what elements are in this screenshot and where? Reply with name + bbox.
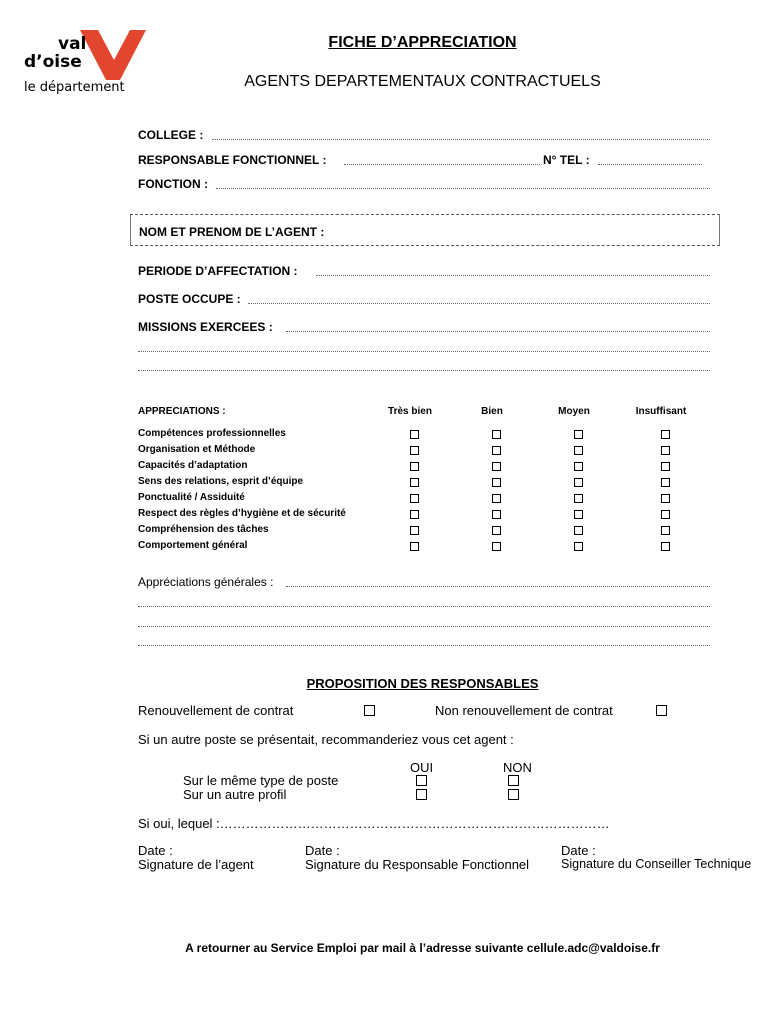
proposition-title: PROPOSITION DES RESPONSABLES [306,676,539,691]
checkbox-insuffisant[interactable] [661,446,670,455]
non-renouvellement-checkbox[interactable] [656,705,667,716]
autre-profil-oui-checkbox[interactable] [416,789,427,800]
checkbox-tres-bien[interactable] [410,446,419,455]
criterion-label: Comportement général [138,540,248,551]
date-agent-label: Date : [138,843,173,858]
college-field[interactable] [212,139,710,140]
general-field[interactable] [286,586,710,587]
autre-profil-non-checkbox[interactable] [508,789,519,800]
criterion-label: Ponctualité / Assiduité [138,492,245,503]
signature-conseiller-label: Signature du Conseiller Technique [561,857,752,871]
meme-type-oui-checkbox[interactable] [416,775,427,786]
responsable-field[interactable] [344,164,540,165]
tel-label: N° TEL : [543,153,590,167]
checkbox-moyen[interactable] [574,526,583,535]
signature-responsable-label: Signature du Responsable Fonctionnel [305,857,530,872]
checkbox-insuffisant[interactable] [661,526,670,535]
criterion-label: Capacités d’adaptation [138,460,248,471]
missions-line-3[interactable] [138,370,710,371]
footer-instruction: A retourner au Service Emploi par mail à l’adresse suivante cellule.adc@valdoise.fr [185,941,660,955]
date-conseiller-label: Date : [561,843,596,858]
recommendation-question: Si un autre poste se présentait, recommanderiez vous cet agent : [138,732,514,747]
autre-profil-label: Sur un autre profil [183,787,287,802]
checkbox-bien[interactable] [492,494,501,503]
signature-agent-label: Signature de l’agent [138,857,254,872]
si-oui-field[interactable]: Si oui, lequel :……………………………………………………………………………… [138,816,610,831]
general-line-2[interactable] [138,606,710,607]
criterion-label: Compréhension des tâches [138,524,269,535]
checkbox-insuffisant[interactable] [661,462,670,471]
criterion-label: Organisation et Méthode [138,444,256,455]
checkbox-insuffisant[interactable] [661,494,670,503]
checkbox-moyen[interactable] [574,430,583,439]
checkbox-moyen[interactable] [574,462,583,471]
checkbox-insuffisant[interactable] [661,542,670,551]
column-bien: Bien [481,406,503,417]
logo-val: val [58,34,87,54]
responsable-label: RESPONSABLE FONCTIONNEL : [138,153,327,167]
checkbox-bien[interactable] [492,446,501,455]
logo-departement: le département [24,80,125,95]
checkbox-bien[interactable] [492,510,501,519]
checkbox-bien[interactable] [492,478,501,487]
general-line-4[interactable] [138,645,710,646]
non-renouvellement-label: Non renouvellement de contrat [435,703,613,718]
date-responsable-label: Date : [305,843,340,858]
agent-name-box[interactable] [130,214,720,246]
page-title: FICHE D’APPRECIATION [328,34,517,51]
checkbox-moyen[interactable] [574,542,583,551]
missions-line-2[interactable] [138,351,710,352]
missions-field[interactable] [286,331,710,332]
checkbox-bien[interactable] [492,542,501,551]
checkbox-insuffisant[interactable] [661,478,670,487]
column-tres-bien: Très bien [388,406,432,417]
checkbox-bien[interactable] [492,526,501,535]
checkbox-tres-bien[interactable] [410,494,419,503]
fonction-field[interactable] [216,188,710,189]
agent-name-label: NOM ET PRENOM DE L’AGENT : [139,225,325,239]
missions-label: MISSIONS EXERCEES : [138,320,273,334]
meme-type-label: Sur le même type de poste [183,773,339,788]
renouvellement-label: Renouvellement de contrat [138,703,294,718]
appreciations-header: APPRECIATIONS : [138,406,226,417]
fonction-label: FONCTION : [138,177,208,191]
periode-field[interactable] [316,275,710,276]
criterion-label: Compétences professionnelles [138,428,286,439]
oui-label: OUI [410,760,434,775]
checkbox-insuffisant[interactable] [661,510,670,519]
checkbox-bien[interactable] [492,430,501,439]
general-label: Appréciations générales : [138,575,274,589]
non-label: NON [503,760,532,775]
checkbox-tres-bien[interactable] [410,462,419,471]
column-moyen: Moyen [558,406,590,417]
general-line-3[interactable] [138,626,710,627]
criterion-label: Sens des relations, esprit d’équipe [138,476,304,487]
logo-doise: d’oise [24,52,82,72]
periode-label: PERIODE D’AFFECTATION : [138,264,298,278]
checkbox-moyen[interactable] [574,494,583,503]
checkbox-moyen[interactable] [574,446,583,455]
checkbox-tres-bien[interactable] [410,526,419,535]
checkbox-tres-bien[interactable] [410,478,419,487]
criterion-label: Respect des règles d’hygiène et de sécurité [138,508,346,519]
renouvellement-checkbox[interactable] [364,705,375,716]
college-label: COLLEGE : [138,128,204,142]
checkbox-moyen[interactable] [574,510,583,519]
checkbox-tres-bien[interactable] [410,430,419,439]
column-insuffisant: Insuffisant [635,406,687,417]
checkbox-insuffisant[interactable] [661,430,670,439]
checkbox-bien[interactable] [492,462,501,471]
checkbox-tres-bien[interactable] [410,510,419,519]
tel-field[interactable] [598,164,702,165]
checkbox-tres-bien[interactable] [410,542,419,551]
page-subtitle: AGENTS DEPARTEMENTAUX CONTRACTUELS [244,73,601,90]
checkbox-moyen[interactable] [574,478,583,487]
poste-label: POSTE OCCUPE : [138,292,241,306]
meme-type-non-checkbox[interactable] [508,775,519,786]
poste-field[interactable] [248,303,710,304]
